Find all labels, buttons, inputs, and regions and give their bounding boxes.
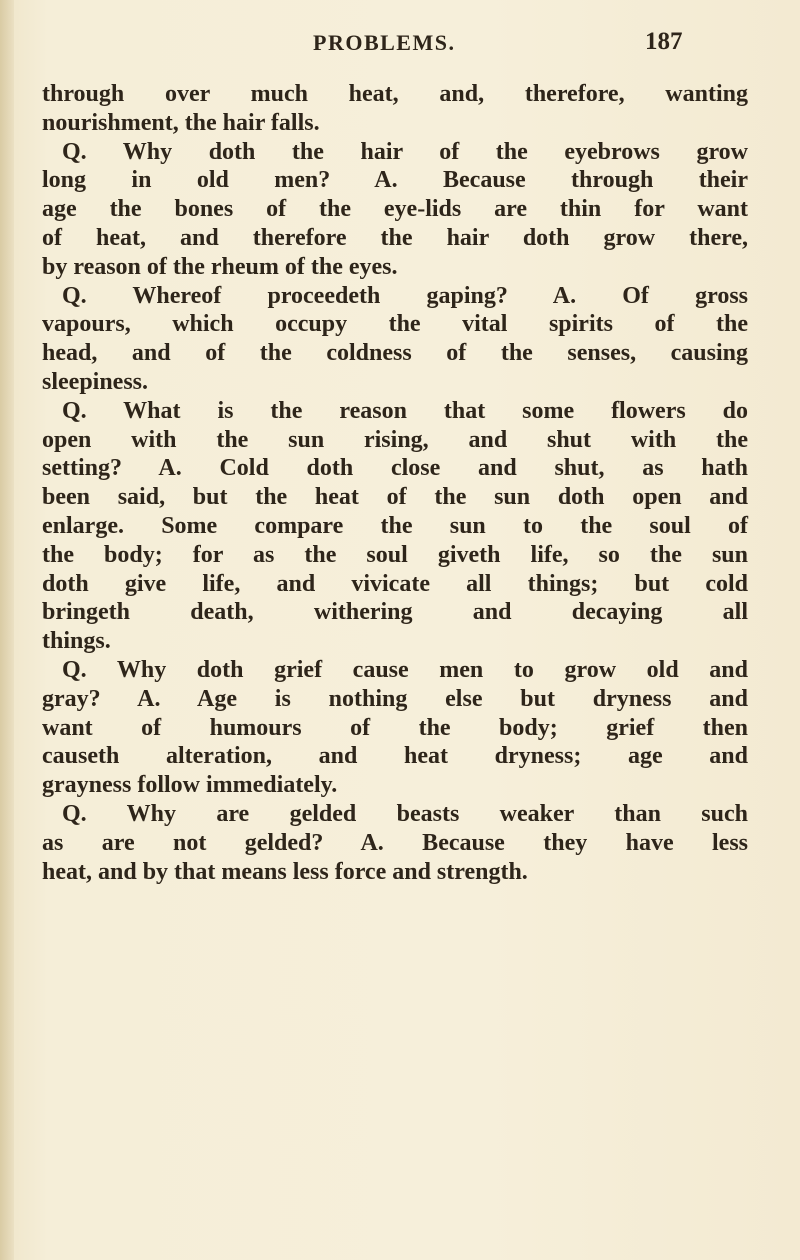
text-line: want of humours of the body; grief then: [42, 714, 748, 741]
text-line: as are not gelded? A. Because they have less: [42, 829, 748, 856]
text-line: gray? A. Age is nothing else but dryness and: [42, 685, 748, 712]
text-line: head, and of the coldness of the senses, causing: [42, 340, 748, 367]
text-line: causeth alteration, and heat dryness; age and: [42, 743, 748, 770]
text-line: vapours, which occupy the vital spirits of the: [42, 311, 748, 338]
text-line: Q. What is the reason that some flowers do: [62, 397, 748, 424]
text-line: grayness follow immediately.: [42, 772, 338, 799]
text-line: setting? A. Cold doth close and shut, as hath: [42, 455, 748, 482]
text-line: the body; for as the soul giveth life, so the sun: [42, 541, 748, 568]
text-line: through over much heat, and, therefore, wanting: [42, 81, 748, 107]
text-line: Q. Why doth grief cause men to grow old and: [62, 656, 748, 683]
text-line: doth give life, and vivicate all things; but cold: [42, 570, 748, 597]
body-text: [42, 80, 748, 886]
binding-edge: [0, 0, 14, 1260]
text-line: things.: [42, 628, 111, 655]
running-head: [0, 30, 800, 60]
text-line: sleepiness.: [42, 368, 149, 395]
running-title: PROBLEMS.: [313, 30, 456, 55]
text-line: Q. Why doth the hair of the eyebrows grow: [62, 138, 748, 165]
page-number: 187: [645, 28, 683, 55]
text-line: Q. Why are gelded beasts weaker than such: [62, 800, 748, 827]
text-line: open with the sun rising, and shut with the: [42, 426, 748, 453]
text-line: long in old men? A. Because through their: [42, 167, 748, 194]
text-line: enlarge. Some compare the sun to the soul of: [42, 512, 748, 539]
text-line: heat, and by that means less force and strength.: [42, 858, 528, 885]
text-line: age the bones of the eye-lids are thin for want: [42, 196, 748, 223]
text-line: nourishment, the hair falls.: [42, 109, 320, 136]
text-line: bringeth death, withering and decaying all: [42, 599, 748, 626]
text-line: been said, but the heat of the sun doth open and: [42, 484, 748, 511]
text-line: Q. Whereof proceedeth gaping? A. Of gross: [62, 282, 748, 309]
text-line: by reason of the rheum of the eyes.: [42, 253, 398, 280]
text-line: of heat, and therefore the hair doth grow there,: [42, 224, 748, 251]
